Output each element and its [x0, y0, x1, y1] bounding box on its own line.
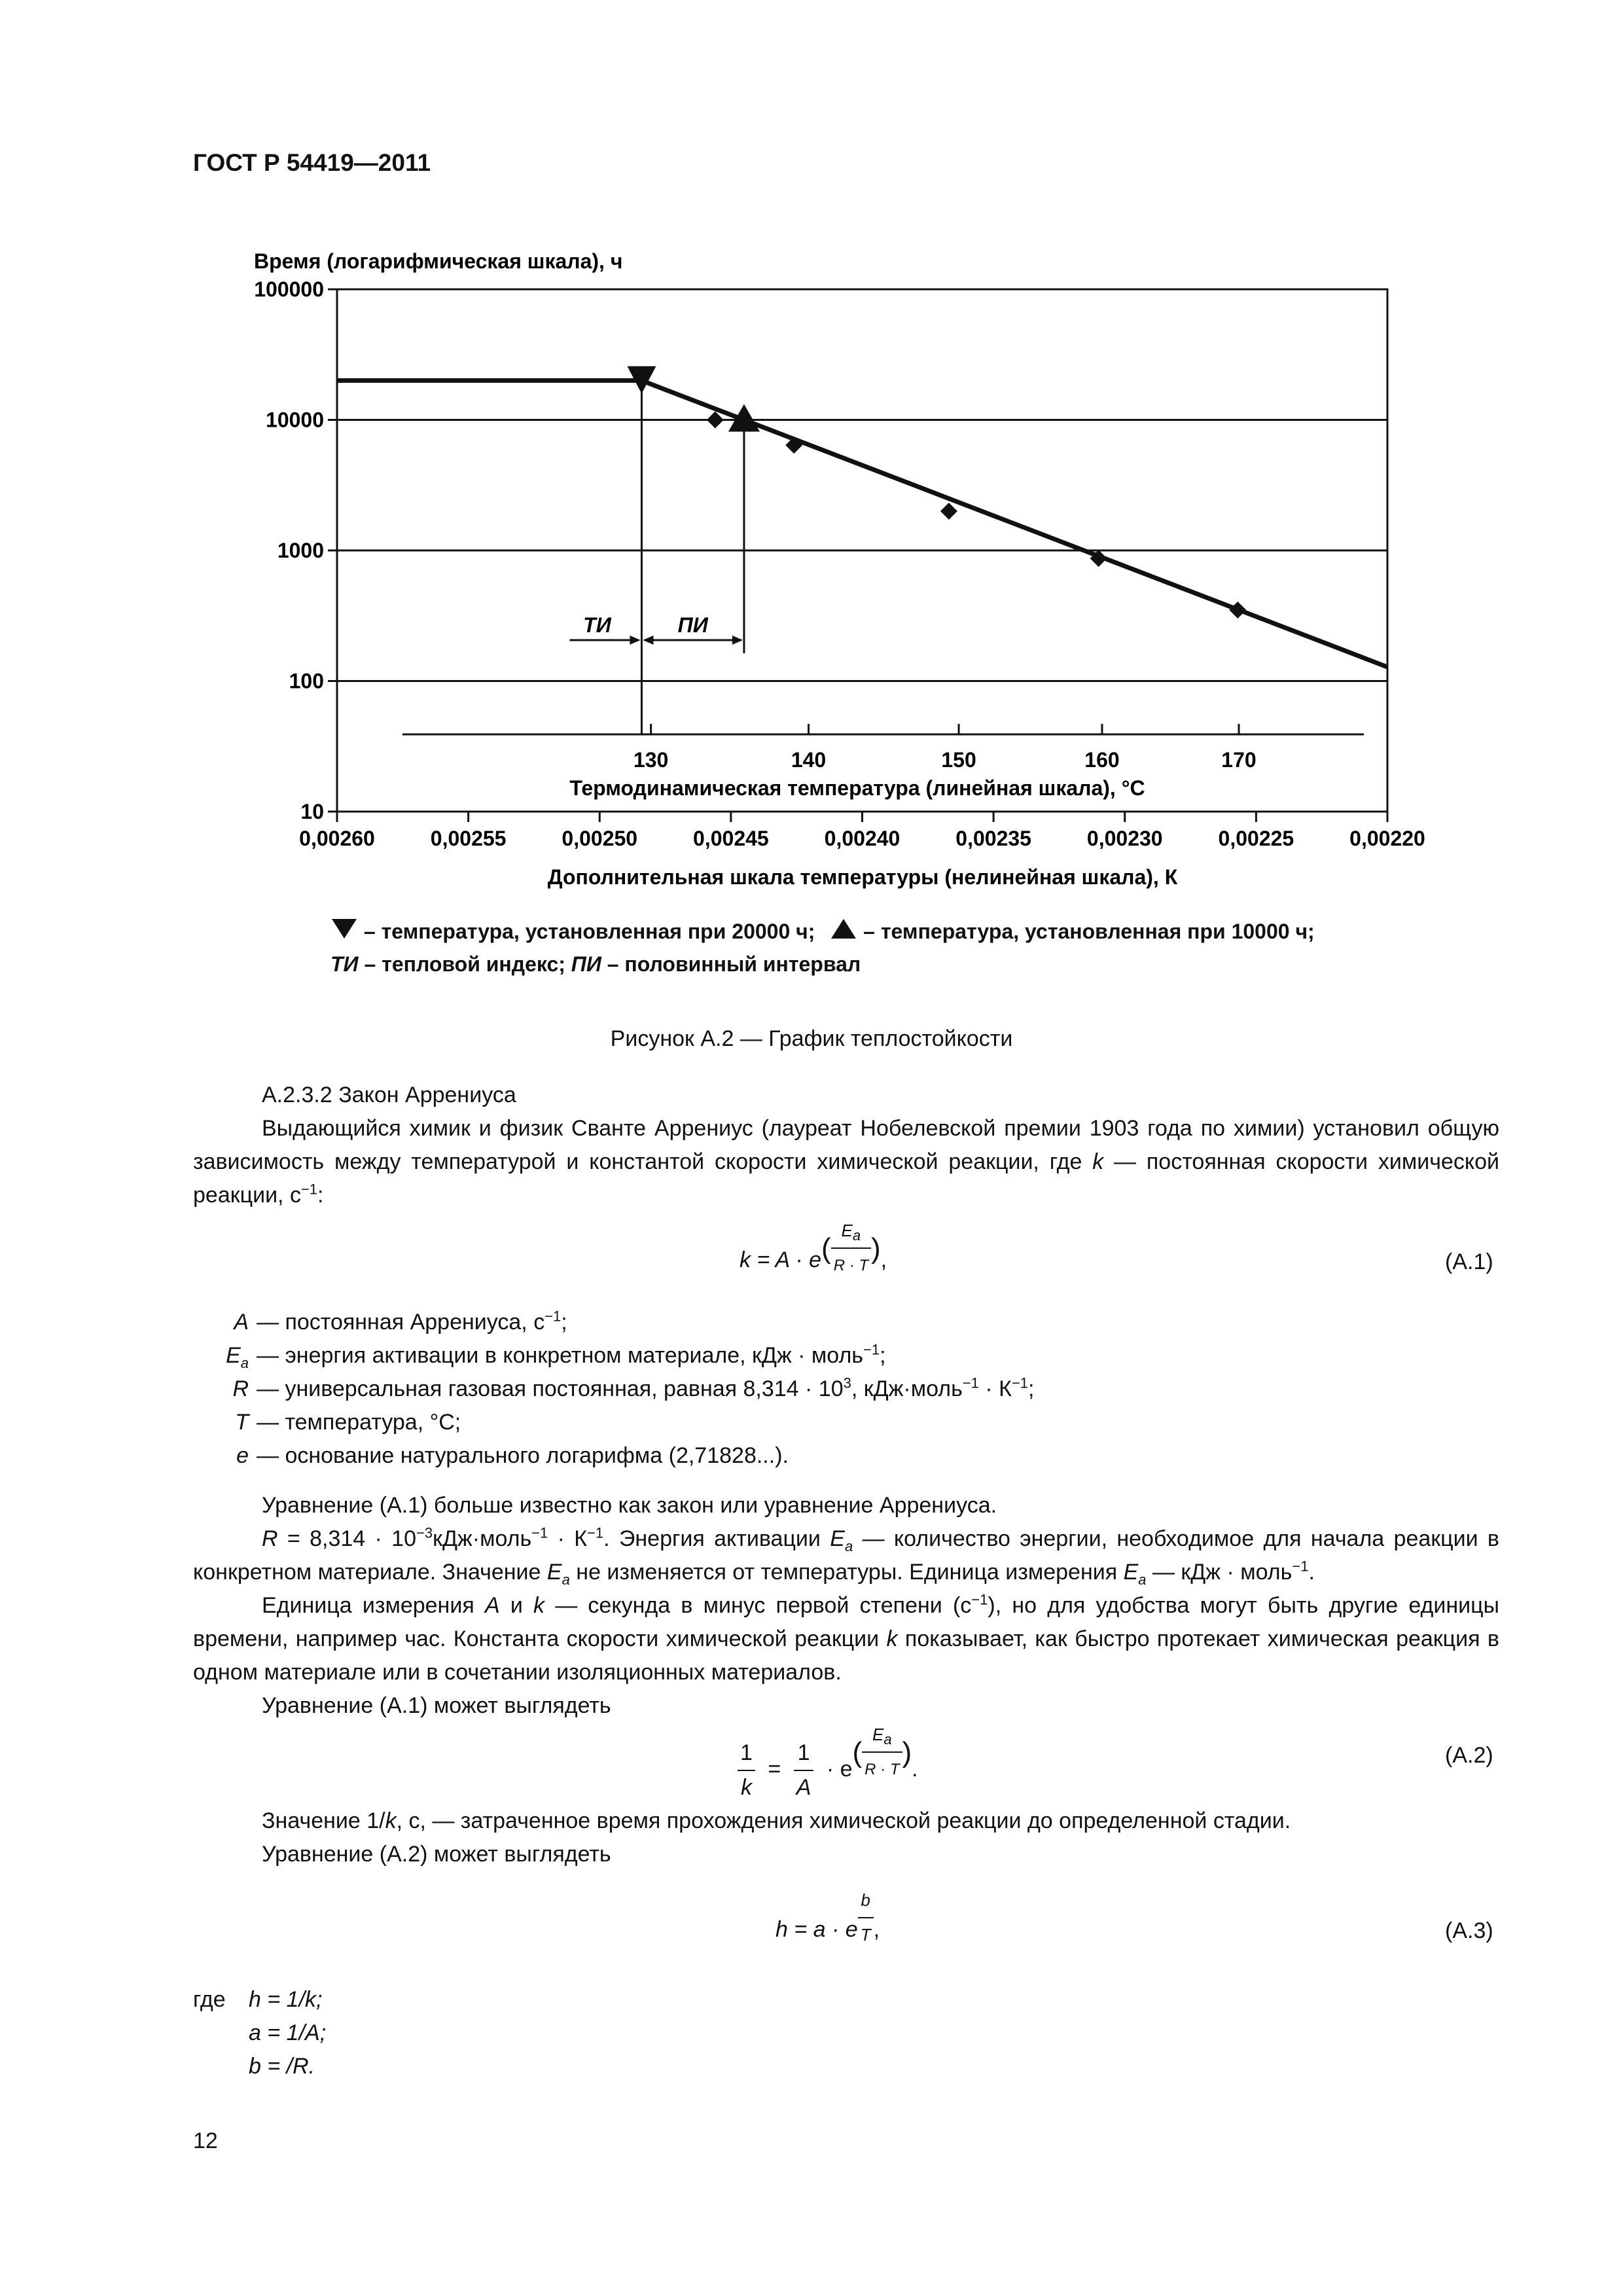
x-primary-tick-label: 130: [633, 748, 669, 772]
x-secondary-label: Дополнительная шкала температуры (нелинейная шкала), К: [547, 865, 1178, 889]
x-primary-tick-label: 170: [1221, 748, 1257, 772]
equation-a2-number: (А.2): [1445, 1743, 1493, 1768]
pi-arrow-head-left: [643, 636, 653, 645]
legend-ti-text: – тепловой индекс;: [364, 952, 565, 976]
x-secondary-ticks: [299, 812, 1425, 850]
y-tick-label: 10000: [266, 408, 324, 432]
gridlines: [337, 420, 1387, 681]
up-triangle-icon: [830, 918, 857, 940]
x-secondary-tick-label: 0,00225: [1218, 827, 1294, 850]
down-triangle-icon: [330, 918, 358, 940]
heat-resistance-chart: [0, 0, 1623, 982]
definition-ea: $E_a$ — энергия активации в конкретном материале, кДж · моль$^{-1}$;: [226, 1341, 886, 1371]
pi-annotation: ПИ: [677, 613, 708, 637]
x-secondary-tick-label: 0,00230: [1086, 827, 1163, 850]
y-tick-label: 100: [289, 669, 324, 693]
paragraph-time: Значение 1/k, с, — затраченное время прохождения химической реакции до определенной стадии.: [262, 1808, 1291, 1833]
y-axis-label: Время (логарифмическая шкала), ч: [254, 249, 623, 273]
x-primary-tick-label: 150: [941, 748, 976, 772]
ti-annotation: ТИ: [583, 613, 611, 637]
x-secondary-tick-label: 0,00250: [562, 827, 638, 850]
where-item: b = /R.: [249, 2054, 315, 2079]
legend-20000: – температура, установленная при 20000 ч;: [363, 920, 815, 943]
page-number: 12: [193, 2128, 218, 2153]
x-secondary-tick-label: 0,00260: [299, 827, 375, 850]
where-list: [249, 1983, 326, 2083]
where-label: где: [193, 1987, 226, 2012]
definition-a: A — постоянная Аррениуса, $с^{-1}$;: [234, 1308, 567, 1335]
equation-a2: $\frac{1}{k}$ = $\frac{1}{A}$ · e( $\frac{E_a}{R \cdot T}$ ).: [738, 1718, 918, 1804]
y-tick-label: 100000: [254, 278, 324, 301]
y-ticks: [254, 278, 337, 823]
definitions-list: [177, 1306, 1499, 1473]
legend-pi-symbol: ПИ: [571, 952, 601, 976]
figure-caption: Рисунок А.2 — График теплостойкости: [610, 1026, 1013, 1051]
standard-id: ГОСТ Р 54419—2011: [193, 149, 431, 176]
section-heading: А.2.3.2 Закон Аррениуса: [262, 1083, 516, 1107]
equation-a3: h = a · e $\frac{b}{T}$ ,: [776, 1884, 880, 1952]
paragraph-eq-intro-2: Уравнение (А.2) может выглядеть: [262, 1842, 611, 1867]
pi-arrow-head-right: [732, 636, 743, 645]
x-secondary-tick-label: 0,00220: [1349, 827, 1425, 850]
x-primary-tick-label: 140: [791, 748, 827, 772]
legend-pi-text: – половинный интервал: [607, 952, 861, 976]
x-primary-ticks: [633, 724, 1257, 772]
legend-10000: – температура, установленная при 10000 ч;: [863, 920, 1315, 943]
definition-e: e — основание натурального логарифма (2,71828...).: [236, 1443, 789, 1468]
paragraph-arrhenius-intro: Выдающийся химик и физик Сванте Аррениус (лауреат Нобелевской премии 1903 года по химии) установил общую зависимость между температурой и константой скорости химической реакции, где k — постоянная скорости химической реакции, $с^{-1}$:: [193, 1116, 1499, 1208]
x-secondary-tick-label: 0,00255: [430, 827, 507, 850]
x-secondary-tick-label: 0,00235: [955, 827, 1031, 850]
where-item: a = 1/A;: [249, 2020, 327, 2045]
paragraph-arrhenius-law: Уравнение (А.1) больше известно как закон или уравнение Аррениуса.: [262, 1493, 997, 1518]
equation-a1: k = A · e( $\frac{E_a}{R \cdot T}$ ),: [740, 1214, 887, 1282]
paragraph-activation-energy: $R = 8,314 \cdot 10^{-3}кДж\cdot моль^{-1} \cdot К^{-1}$. Энергия активации $E_a$ — количество энергии, необходимое для начала реакции в конкретном материале. Значение $E_a$ не изменяется от температуры. Единица измерения $E_a$ — кДж · моль$^{-1}$.: [193, 1524, 1499, 1588]
definition-r: R — универсальная газовая постоянная, равная $8,314 \cdot 10^3$, кДж·моль$^{-1}$ · $К^{-1}$;: [232, 1374, 1035, 1401]
paragraph-eq-intro-1: Уравнение (А.1) может выглядеть: [262, 1693, 611, 1718]
y-tick-label: 10: [300, 800, 324, 823]
paragraph-units: Единица измерения A и k — секунда в минус первой степени $(с^{-1})$, но для удобства могут быть другие единицы времени, например час. Константа скорости химической реакции k показывает, как быстро протекает химическая реакция в одном материале или в сочетании изоляционных материалов.: [193, 1591, 1499, 1685]
definition-t: T — температура, °С;: [235, 1410, 461, 1435]
x-primary-label: Термодинамическая температура (линейная шкала), °C: [569, 776, 1145, 800]
ti-arrow-head: [630, 636, 640, 645]
diamond-marker: [1229, 601, 1246, 619]
x-secondary-tick-label: 0,00245: [693, 827, 769, 850]
trend-line: [337, 380, 1387, 667]
diamond-marker: [707, 412, 724, 429]
interval-arrows: [569, 636, 742, 645]
x-secondary-tick-label: 0,00240: [824, 827, 901, 850]
legend-ti-symbol: ТИ: [330, 952, 359, 976]
legend-line-2: [330, 952, 861, 977]
where-item: h = 1/k;: [249, 1987, 323, 2012]
equation-a1-number: (А.1): [1445, 1249, 1493, 1274]
x-primary-tick-label: 160: [1084, 748, 1120, 772]
y-tick-label: 1000: [277, 539, 324, 562]
legend-line-1: [330, 918, 1315, 944]
diamond-marker: [940, 503, 957, 520]
equation-a3-number: (А.3): [1445, 1918, 1493, 1943]
